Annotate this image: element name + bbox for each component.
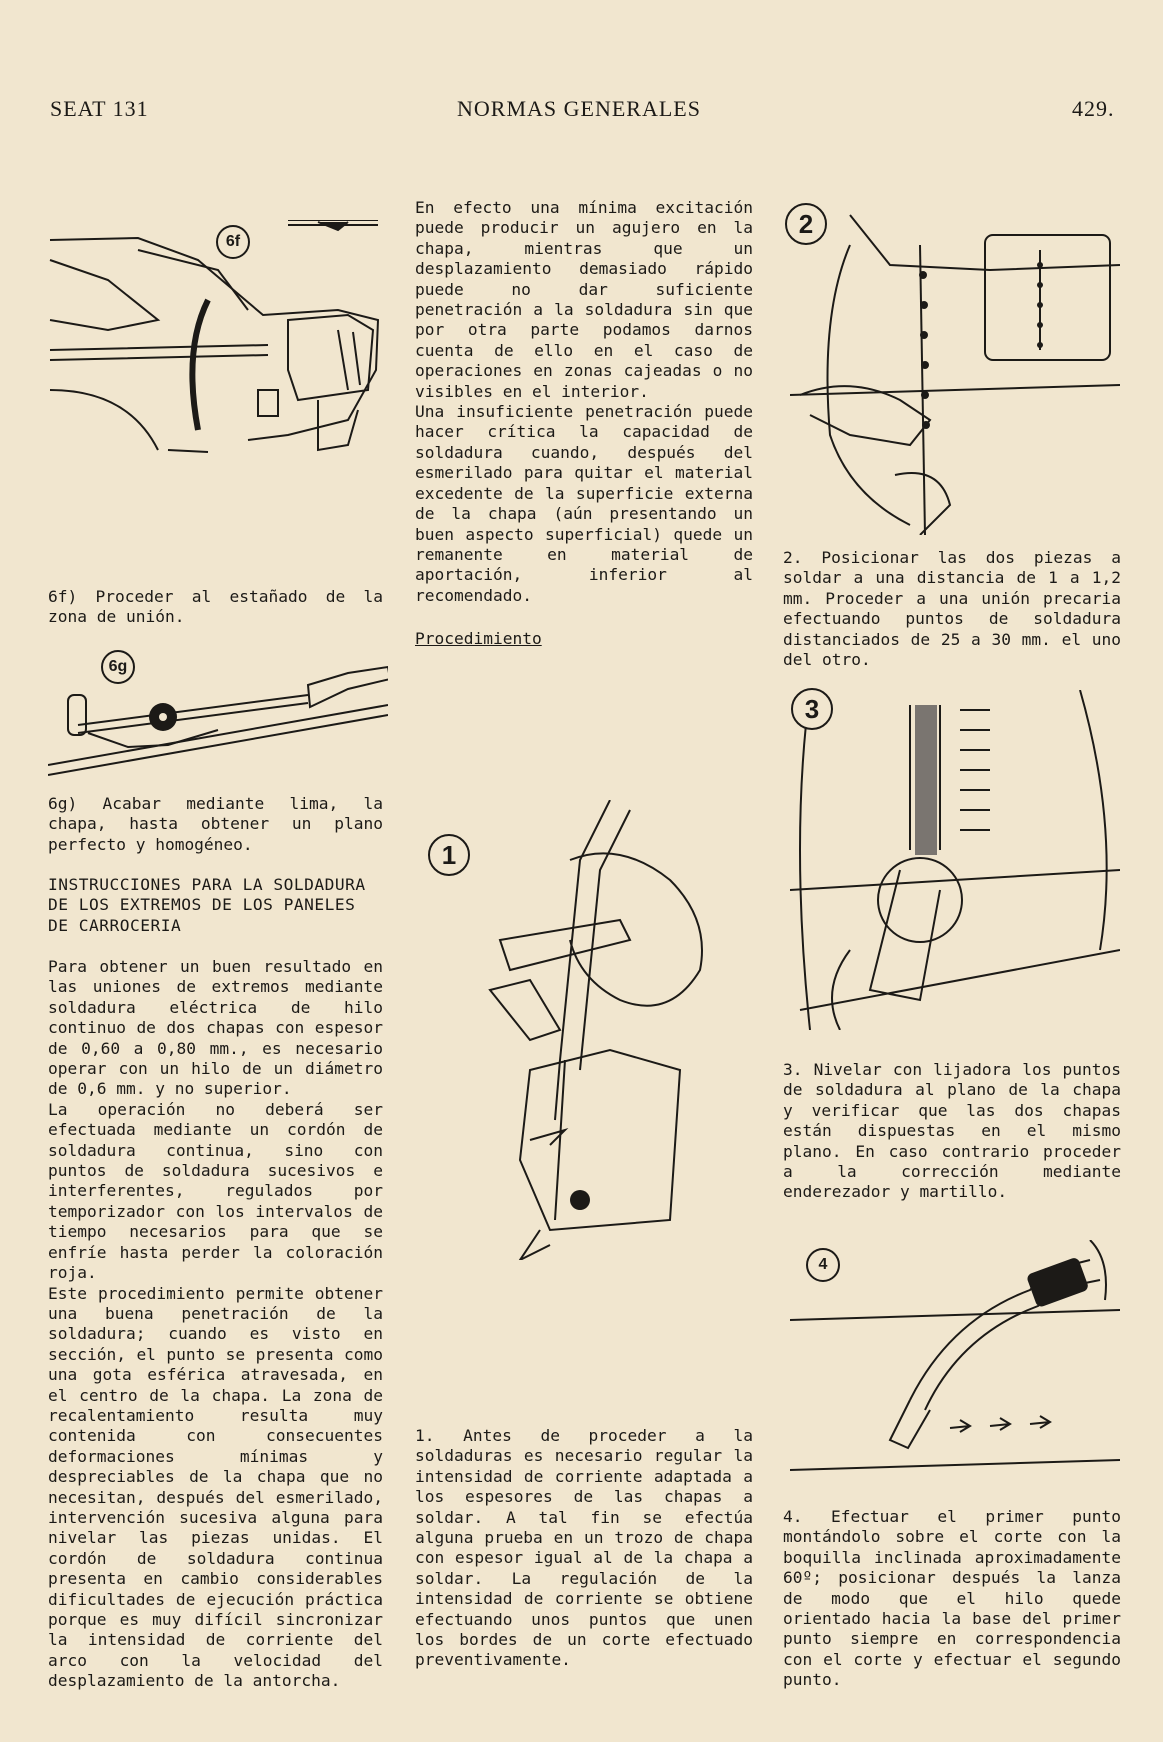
caption-6g: 6g) Acabar mediante lima, la chapa, hasta obtener un plano perfecto y homogéneo. xyxy=(48,794,383,854)
subheading-procedimiento: Procedimiento xyxy=(415,629,542,648)
figure-6g-label: 6g xyxy=(101,650,135,684)
step-1: 1. Antes de proceder a la soldaduras es necesario regular la intensidad de corriente adaptada a los espesores de las chapas a soldar. A tal fin se efectúa alguna prueba en un trozo de chapa con espesor igual al de la chapa a soldar. La regulación de la intensidad de corriente se obtiene efectuando unos puntos que unen los bordes de un corte efectuado preventivamente. xyxy=(415,1426,753,1670)
section-heading: INSTRUCCIONES PARA LA SOLDADURA DE LOS EXTREMOS DE LOS PANELES DE CARROCERIA xyxy=(48,875,366,935)
figure-1-welding-test xyxy=(470,800,760,1260)
figure-2-tack-welding xyxy=(790,205,1120,535)
col2-paragraph-2: Una insuficiente penetración puede hacer crítica la capacidad de soldadura cuando, después del esmerilado para quitar el material excedente de la superficie externa de la chapa (aún presentando un buen aspecto superficial) quede un remanente en material de aportación, inferior al recomendado. xyxy=(415,402,753,605)
figure-4-label: 4 xyxy=(806,1248,840,1282)
col1-paragraph-2: La operación no deberá ser efectuada mediante un cordón de soldadura continua, sino con puntos de soldadura sucesivos e interferentes, regulados por temporizador con los intervalos de tiempo necesarios para que se enfríe hasta perder la coloración roja. xyxy=(48,1099,383,1283)
column1-text xyxy=(48,957,383,1692)
figure-3-label: 3 xyxy=(791,688,833,730)
col1-paragraph-1: Para obtener un buen resultado en las uniones de extremos mediante soldadura eléctrica de hilo continuo de dos chapas con espesor de 0,60 a 0,80 mm., es necesario operar con un hilo de un diámetro de 0,6 mm. y no superior. xyxy=(48,957,383,1099)
col2-paragraph-1: En efecto una mínima excitación puede producir un agujero en la chapa, mientras que un desplazamiento demasiado rápido puede no dar suficiente penetración a la soldadura sin que por otra parte podamos darnos cuenta de ello en el caso de operaciones en zonas cajeadas o no visibles en el interior. xyxy=(415,198,753,401)
step-2: 2. Posicionar las dos piezas a soldar a una distancia de 1 a 1,2 mm. Proceder a una unión precaria efectuando puntos de soldadura distanciados de 25 a 30 mm. el uno del otro. xyxy=(783,548,1121,670)
col1-paragraph-3: Este procedimiento permite obtener una buena penetración de la soldadura; cuando es visto en sección, el punto se presenta como una gota esférica atravesada, en el centro de la chapa. La zona de recalentamiento resulta muy contenida con consecuentes deformaciones mínimas y despreciables de la chapa que no necesitan, después del esmerilado, intervención sucesiva alguna para nivelar las piezas unidas. El cordón de soldadura continua presenta en cambio considerables dificultades de ejecución práctica porque es muy difícil sincronizar la intensidad de corriente del arco con la velocidad del desplazamiento de la antorcha. xyxy=(48,1283,383,1691)
page-number: 429. xyxy=(1072,96,1115,121)
figure-6f-label: 6f xyxy=(216,225,250,259)
column2-text xyxy=(415,198,753,606)
step-4: 4. Efectuar el primer punto montándolo sobre el corte con la boquilla inclinada aproximadamente 60º; posicionar después la lanza de modo que el hilo quede orientado hacia la base del primer punto siempre en correspondencia con el corte y efectuar el segundo punto. xyxy=(783,1507,1121,1690)
header-left: SEAT 131 xyxy=(50,96,149,121)
figure-4-welding-torch xyxy=(790,1240,1120,1480)
figure-1-label: 1 xyxy=(428,834,470,876)
step-3: 3. Nivelar con lijadora los puntos de soldadura al plano de la chapa y verificar que las dos chapas están dispuestas en el mismo plano. En caso contrario proceder a la corrección mediante enderezador y martillo. xyxy=(783,1060,1121,1202)
figure-6g-file-tool xyxy=(48,655,388,785)
figure-6f-car-rear xyxy=(48,220,388,490)
figure-3-grinding xyxy=(790,690,1120,1030)
caption-6f: 6f) Proceder al estañado de la zona de unión. xyxy=(48,587,383,627)
header-title: NORMAS GENERALES xyxy=(457,96,701,121)
figure-2-label: 2 xyxy=(785,203,827,245)
